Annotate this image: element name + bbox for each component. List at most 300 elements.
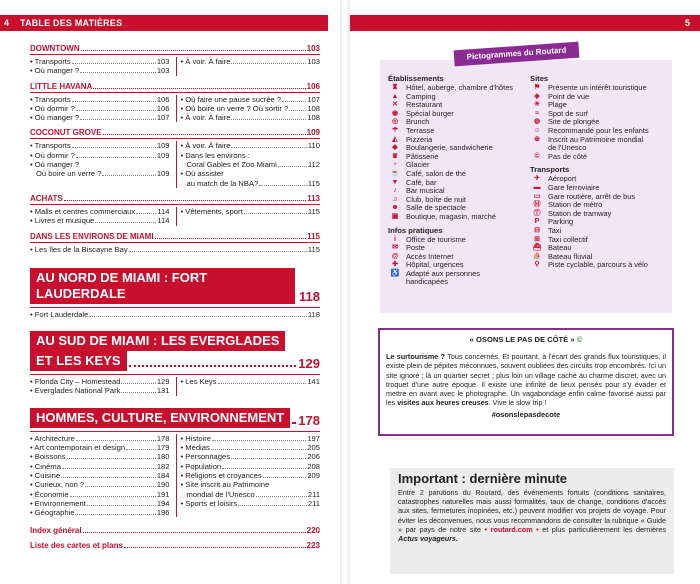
toc-entry[interactable] bbox=[30, 216, 170, 225]
section-rule bbox=[30, 204, 320, 205]
toc-entry[interactable] bbox=[181, 169, 321, 178]
important-body bbox=[398, 488, 666, 543]
important-title: Important : dernière minute bbox=[398, 471, 568, 486]
tram-icon: Ⓣ bbox=[533, 209, 541, 217]
river-boat-icon: ⛵ bbox=[532, 252, 542, 260]
toc-entry-page: 103 bbox=[156, 66, 170, 76]
toc-entry[interactable] bbox=[30, 499, 170, 508]
toc-entry-page: 184 bbox=[156, 470, 170, 480]
toc-entry-page: 194 bbox=[156, 498, 170, 508]
toc-section-heading[interactable] bbox=[30, 81, 320, 92]
section-columns bbox=[30, 57, 320, 76]
section-rule bbox=[30, 54, 320, 55]
toc-entry[interactable] bbox=[181, 462, 321, 471]
dot-leader bbox=[282, 95, 306, 102]
dot-leader bbox=[87, 499, 156, 506]
dot-leader bbox=[218, 377, 307, 384]
pictogram-label: Piste cyclable, parcours à vélo bbox=[548, 260, 648, 270]
dot-leader bbox=[83, 526, 306, 533]
toc-entry[interactable] bbox=[30, 151, 170, 160]
interest-icon: ⚑ bbox=[533, 84, 541, 91]
important-text-1: Entre 2 parutions du Routard, des événements fortuits (conditions sanitaires, catastrophes naturelles mais aussi formalités, taux de change, conditions d'accès aux sites, fermetures inopinées, etc.) peuvent modifier vos projets de voyage. Pour éviter les déconvenues, nous vous recommandons de consulter la rubrique « Guide » par pays de notre site bbox=[398, 488, 666, 534]
pictogram-label: Terrasse bbox=[406, 125, 435, 135]
big-heading-title: ET LES KEYS bbox=[30, 351, 127, 371]
dot-leader bbox=[80, 66, 156, 73]
toc-entry-label: • À voir. À faire bbox=[180, 141, 231, 151]
dot-leader bbox=[102, 169, 155, 176]
entry-page: 223 bbox=[306, 541, 320, 551]
toc-section-heading[interactable] bbox=[30, 127, 320, 138]
toc-entry-page: 191 bbox=[156, 489, 170, 499]
toc-entry[interactable] bbox=[30, 160, 170, 169]
dot-leader bbox=[278, 160, 307, 167]
toc-entry[interactable] bbox=[30, 462, 170, 471]
osons-title bbox=[386, 335, 666, 344]
dot-leader bbox=[259, 179, 307, 186]
toc-entry-page: 180 bbox=[156, 452, 170, 462]
section-page: 103 bbox=[306, 44, 320, 53]
dot-leader bbox=[231, 141, 306, 148]
boat-icon: ⛴ bbox=[532, 244, 542, 252]
dot-leader bbox=[238, 499, 307, 506]
section-columns bbox=[30, 95, 320, 123]
pictogram-group-heading: Sites bbox=[530, 74, 549, 83]
toc-entry[interactable] bbox=[30, 377, 170, 386]
toc-entry[interactable] bbox=[181, 434, 321, 443]
page-number-right: 5 bbox=[684, 18, 690, 28]
toc-entry-label: • À voir. À faire bbox=[180, 57, 231, 66]
section-title: DOWNTOWN bbox=[30, 44, 80, 53]
pictogram-label: Taxi bbox=[548, 225, 562, 235]
pictogram-label: Poste bbox=[406, 243, 425, 253]
toc-entry[interactable] bbox=[181, 160, 321, 169]
toc-entry-page: 208 bbox=[307, 461, 320, 471]
pizza-icon: ◭ bbox=[392, 135, 398, 143]
pictogram-label: Station de métro bbox=[548, 200, 603, 210]
toc-entry[interactable] bbox=[30, 113, 170, 122]
pictogram-spacer bbox=[530, 144, 544, 153]
section-rule bbox=[30, 431, 320, 432]
big-heading-title: AU SUD DE MIAMI : LES EVERGLADES bbox=[30, 331, 285, 351]
maps-entry[interactable] bbox=[30, 540, 320, 551]
toc-entry[interactable] bbox=[181, 151, 321, 160]
terrace-icon: ☂ bbox=[391, 126, 399, 134]
toc-section-heading[interactable] bbox=[30, 231, 320, 242]
toc-entry[interactable] bbox=[30, 386, 170, 395]
section-rule bbox=[30, 374, 320, 375]
metro-icon: Ⓜ bbox=[533, 201, 541, 209]
kids-icon: ☺ bbox=[533, 126, 541, 134]
pictogram-label: Recommandé pour les enfants bbox=[548, 125, 649, 135]
hospital-icon: ✚ bbox=[392, 261, 398, 269]
section-rule bbox=[30, 307, 320, 308]
dot-leader bbox=[64, 194, 306, 201]
toc-section bbox=[30, 43, 320, 76]
big-heading-page: 129 bbox=[298, 356, 320, 372]
pictogram-item bbox=[530, 153, 670, 162]
toc-entry-label: Où boire un verre ? bbox=[36, 169, 102, 179]
osons-hashtag: #osonslepasdecote bbox=[491, 409, 561, 419]
dot-leader bbox=[72, 95, 156, 102]
section-columns bbox=[30, 207, 320, 226]
dot-leader bbox=[231, 57, 306, 64]
shared-taxi-icon: ⊞ bbox=[534, 235, 540, 243]
pictogram-label: Boulangerie, sandwicherie bbox=[406, 143, 493, 153]
toc-entry[interactable] bbox=[181, 499, 321, 508]
dot-leader bbox=[231, 113, 306, 120]
big-heading-title: HOMMES, CULTURE, ENVIRONNEMENT bbox=[30, 408, 290, 428]
toc-entry-page: 103 bbox=[307, 57, 320, 66]
toc-entry-page: 114 bbox=[157, 206, 170, 216]
toc-entry[interactable] bbox=[30, 57, 170, 66]
dot-leader bbox=[222, 462, 306, 469]
toc-entry-page: 178 bbox=[156, 433, 170, 443]
column-left bbox=[30, 377, 170, 396]
toc-entry[interactable] bbox=[181, 452, 321, 461]
big-heading-line[interactable] bbox=[30, 408, 320, 428]
burger-icon: ◉ bbox=[391, 109, 399, 117]
section-page: 115 bbox=[307, 231, 320, 241]
toc-entry-page: 190 bbox=[156, 480, 170, 490]
pictogram-label: Café, bar bbox=[406, 177, 437, 187]
toc-entry-page: 109 bbox=[156, 169, 170, 179]
toc-entry[interactable] bbox=[181, 113, 321, 122]
right-page bbox=[350, 0, 700, 584]
pictograms-box bbox=[380, 60, 672, 313]
pictogram-label: Gare ferroviaire bbox=[548, 182, 600, 192]
left-header-bar bbox=[0, 15, 328, 31]
pictogram-label: Salle de spectacle bbox=[406, 203, 466, 213]
pictogram-label: Hôtel, auberge, chambre d'hôtes bbox=[406, 83, 513, 92]
toc-entry[interactable] bbox=[181, 104, 321, 113]
toc-entry-label: • Où boire un verre ? Où sortir ? bbox=[180, 103, 289, 113]
pictogram-label: Bateau bbox=[548, 243, 572, 253]
diving-icon: ◍ bbox=[533, 118, 541, 126]
theatre-icon: ☻ bbox=[391, 204, 399, 212]
airport-icon: ✈ bbox=[534, 175, 540, 183]
toc-entry-page: 205 bbox=[307, 443, 320, 453]
restaurant-icon: ✕ bbox=[392, 101, 398, 109]
pictogram-label: Inscrit au Patrimoine mondial bbox=[548, 134, 644, 144]
toc-entry-label: • Curieux, non ? bbox=[30, 480, 85, 490]
dot-leader bbox=[244, 207, 307, 214]
toc-entry-page: 209 bbox=[307, 470, 320, 480]
toc-entry-label: • Où manger ? bbox=[30, 66, 80, 76]
toc-entry-page: 115 bbox=[307, 178, 320, 188]
toc-entry[interactable] bbox=[181, 207, 321, 216]
pictograms-column-left bbox=[388, 72, 532, 287]
pictogram-label: Glacier bbox=[406, 160, 430, 170]
column-left bbox=[30, 141, 170, 187]
toc-entry-page: 107 bbox=[156, 113, 170, 123]
toc-entry-page: 141 bbox=[307, 377, 320, 387]
dot-leader bbox=[126, 443, 156, 450]
side-step-icon: © bbox=[534, 152, 540, 160]
pictogram-label: Spot de surf bbox=[548, 108, 588, 118]
toc-entry-label: • Boissons bbox=[30, 452, 66, 462]
toc-entry[interactable] bbox=[30, 104, 170, 113]
pastry-icon: ♛ bbox=[391, 152, 399, 160]
page-title: TABLE DES MATIÈRES bbox=[20, 18, 123, 28]
big-heading-page: 118 bbox=[299, 288, 320, 304]
pictograms-column-right bbox=[530, 72, 670, 270]
train-icon: ▬ bbox=[533, 183, 541, 191]
dot-leader bbox=[76, 434, 156, 441]
toc-entry-label: • Sports et loisirs bbox=[180, 498, 238, 508]
bakery-icon: ◆ bbox=[392, 144, 398, 152]
pictogram-label: Plage bbox=[548, 100, 567, 110]
pictogram-group-heading: Transports bbox=[530, 165, 570, 175]
bike-icon: ⚲ bbox=[534, 261, 540, 269]
dot-leader bbox=[121, 377, 155, 384]
toc-entry[interactable] bbox=[181, 480, 321, 489]
toc-entry[interactable] bbox=[30, 434, 170, 443]
toc-entry-page: 107 bbox=[307, 94, 320, 104]
right-header-bar bbox=[350, 15, 700, 31]
toc-big-section bbox=[30, 408, 320, 518]
toc-entry[interactable] bbox=[181, 95, 321, 104]
toc-entry-page: 106 bbox=[156, 103, 170, 113]
pictogram-label: Pas de côté bbox=[548, 151, 588, 161]
toc-entry-label: mondial de l'Unesco bbox=[186, 489, 255, 499]
pictogram-label: de l'Unesco bbox=[548, 143, 587, 153]
toc-entry-label: • Population bbox=[180, 461, 222, 471]
dot-leader bbox=[61, 471, 156, 478]
cafe-icon: ☕ bbox=[390, 169, 400, 177]
toc-entry-label: • Transports bbox=[30, 94, 71, 104]
toc-section bbox=[30, 231, 320, 254]
bar-icon: ▼ bbox=[391, 178, 399, 186]
pictogram-label: Restaurant bbox=[406, 100, 443, 110]
toc-entry[interactable] bbox=[30, 245, 320, 254]
toc-entry-page: 206 bbox=[307, 452, 320, 462]
beach-icon: ☀ bbox=[533, 101, 541, 109]
toc-entry-page: 179 bbox=[156, 443, 170, 453]
important-text-2: et plus particulièrement les dernières bbox=[538, 524, 666, 534]
toc-entry[interactable] bbox=[181, 443, 321, 452]
music-bar-icon: ♪ bbox=[393, 187, 397, 195]
toc-entry[interactable] bbox=[30, 141, 170, 150]
osons-title-text: « OSONS LE PAS DE CÔTÉ » bbox=[469, 335, 575, 344]
entry-title: Liste des cartes et plans bbox=[30, 541, 123, 551]
osons-text-1: Tous concernés. Et pourtant, à l'écart des grands flux touristiques, il existe plein de pépites méconnues, souvent oubliées des circuits trop encombrés. Ici un site ignoré ; là un quartier secret ; plus loin un village caché au charme discret, avec un troquet d'une autre époque. Il existe une infinité de lieux pensés pour s'y évader et mettre en avant avec le photographe. Un vagabondage enfin calme favorisé aussi par les bbox=[386, 352, 667, 408]
viewpoint-icon: ◈ bbox=[534, 92, 540, 100]
pictogram-label: Station de tramway bbox=[548, 208, 612, 218]
section-title: LITTLE HAVANA bbox=[30, 81, 93, 91]
pictogram-group-heading: Établissements bbox=[388, 74, 444, 83]
toc-section bbox=[30, 127, 320, 187]
toc-entry-label: • Transports bbox=[30, 141, 71, 151]
pictogram-label: Hôpital, urgences bbox=[406, 260, 464, 270]
pictogram-label: Boutique, magasin, marché bbox=[406, 211, 496, 221]
toc-entry[interactable] bbox=[30, 95, 170, 104]
osons-body bbox=[386, 352, 666, 408]
pictogram-label: Taxi collectif bbox=[548, 234, 588, 244]
toc-entry-label: • Florida City – Homestead bbox=[30, 377, 121, 387]
dot-leader bbox=[256, 490, 307, 497]
toc-entry-label: • Où dormir ? bbox=[30, 103, 75, 113]
surf-icon: ≈ bbox=[535, 109, 539, 117]
toc-entry[interactable] bbox=[30, 310, 320, 319]
column-right bbox=[176, 141, 321, 187]
dot-leader bbox=[155, 232, 307, 239]
dot-leader bbox=[212, 434, 306, 441]
section-page: 113 bbox=[307, 193, 320, 203]
unesco-icon: ⊕ bbox=[534, 135, 540, 143]
column-right bbox=[176, 95, 321, 123]
dot-leader bbox=[85, 480, 156, 487]
club-icon: ♫ bbox=[392, 195, 398, 203]
pictogram-item bbox=[388, 213, 532, 222]
pictogram-label: Bar musical bbox=[406, 186, 445, 196]
dot-leader bbox=[289, 104, 306, 111]
dot-leader bbox=[292, 422, 296, 424]
column-left bbox=[30, 434, 170, 518]
toc-entry-page: 196 bbox=[156, 508, 170, 518]
pictogram-label: Présente un intérêt touristique bbox=[548, 83, 647, 92]
toc-entry-page: 110 bbox=[307, 141, 320, 151]
toc-entry-page: 211 bbox=[307, 498, 320, 508]
toc-entry-label: • Everglades National Park bbox=[30, 386, 121, 396]
dot-leader bbox=[81, 44, 306, 51]
big-heading-line[interactable] bbox=[30, 351, 320, 371]
toc-entry-label: • Religions et croyances bbox=[180, 470, 262, 480]
toc-entry-label: • Cinéma bbox=[30, 461, 61, 471]
pictogram-label: Site de plongée bbox=[548, 117, 600, 127]
toc-entry[interactable] bbox=[30, 169, 170, 178]
column-right bbox=[176, 207, 321, 226]
pictogram-label: Aéroport bbox=[548, 174, 577, 184]
toc-entry-label: • Où faire une pause sucrée ? bbox=[180, 94, 282, 104]
pictogram-label: Camping bbox=[406, 91, 436, 101]
toc-entry[interactable] bbox=[181, 471, 321, 480]
section-rule bbox=[30, 242, 320, 243]
important-box bbox=[390, 468, 674, 574]
dot-leader bbox=[211, 443, 307, 450]
section-title: ACHATS bbox=[30, 193, 63, 203]
toc-entry-label: Coral Gables et Zoo Miami bbox=[186, 160, 277, 170]
column-left bbox=[30, 207, 170, 226]
toc-entry-page: 109 bbox=[156, 141, 170, 151]
toc-entry-page: 197 bbox=[307, 433, 320, 443]
dot-leader bbox=[70, 490, 156, 497]
toc-entry-label: • Cuisine bbox=[30, 470, 61, 480]
table-of-contents bbox=[30, 43, 320, 551]
side-step-icon: © bbox=[576, 335, 583, 344]
toc-entry-label: • Où manger ? bbox=[30, 113, 80, 123]
big-heading-line[interactable] bbox=[30, 268, 320, 304]
pictogram-group-heading: Infos pratiques bbox=[388, 225, 443, 235]
dot-leader bbox=[129, 245, 307, 252]
toc-entry-label: • Géographie bbox=[30, 508, 75, 518]
book-gutter bbox=[340, 0, 350, 584]
pictogram-item bbox=[530, 261, 670, 270]
toc-entry[interactable] bbox=[181, 141, 321, 150]
pictogram-label: Brunch bbox=[406, 117, 430, 127]
osons-bold: visites aux heures creuses bbox=[397, 398, 489, 408]
toc-entry-label: • À voir. À faire bbox=[180, 113, 231, 123]
toc-entry[interactable] bbox=[181, 377, 321, 386]
toc-section-heading[interactable] bbox=[30, 43, 320, 54]
internet-icon: @ bbox=[391, 252, 399, 260]
pictogram-label: Pâtisserie bbox=[406, 151, 439, 161]
dot-leader bbox=[263, 471, 307, 478]
toc-entry[interactable] bbox=[30, 490, 170, 499]
pictogram-label: Café, salon de thé bbox=[406, 168, 466, 178]
column-right bbox=[176, 377, 321, 396]
dot-leader bbox=[124, 541, 306, 548]
entry-page: 220 bbox=[306, 526, 320, 536]
toc-entry[interactable] bbox=[181, 490, 321, 499]
big-heading-line[interactable] bbox=[30, 331, 320, 351]
section-page: 106 bbox=[306, 81, 320, 91]
toc-section bbox=[30, 81, 320, 123]
toc-entry[interactable] bbox=[30, 66, 170, 75]
toc-entry-page: 114 bbox=[157, 216, 170, 226]
dot-leader bbox=[129, 365, 297, 367]
toc-entry[interactable] bbox=[30, 471, 170, 480]
toc-entry-page: 182 bbox=[156, 461, 170, 471]
toc-entry-label: • Personnages bbox=[180, 452, 231, 462]
camping-icon: ▲ bbox=[391, 92, 399, 100]
page-number: 4 bbox=[4, 18, 10, 28]
toc-entry-label: • Environnement bbox=[30, 498, 86, 508]
toc-section-heading[interactable] bbox=[30, 193, 320, 204]
important-bold: Actus voyageurs. bbox=[398, 534, 458, 544]
toc-entry[interactable] bbox=[30, 508, 170, 517]
post-icon: ✉ bbox=[392, 244, 398, 252]
toc-entry[interactable] bbox=[30, 480, 170, 489]
dot-leader bbox=[89, 310, 307, 317]
toc-entry[interactable] bbox=[30, 452, 170, 461]
toc-entry-label: au match de la NBA? bbox=[186, 178, 259, 188]
pictogram-spacer bbox=[388, 278, 402, 287]
section-title: COCONUT GROVE bbox=[30, 128, 102, 138]
toc-entry[interactable] bbox=[30, 443, 170, 452]
left-page bbox=[0, 0, 340, 584]
parking-icon: P bbox=[534, 218, 540, 226]
pictogram-label: Adapté aux personnes bbox=[406, 268, 480, 278]
toc-entry-page: 112 bbox=[307, 160, 320, 170]
pictogram-label: handicapées bbox=[406, 277, 448, 287]
pictogram-label: Parking bbox=[548, 217, 574, 227]
toc-entry-page: 115 bbox=[307, 244, 320, 254]
osons-pas-de-cote-box bbox=[378, 328, 674, 436]
dot-leader bbox=[80, 113, 156, 120]
section-columns bbox=[30, 377, 320, 396]
brunch-icon: ◎ bbox=[391, 118, 399, 126]
dot-leader bbox=[121, 386, 155, 393]
pictogram-label: Gare routière, arrêt de bus bbox=[548, 191, 636, 201]
toc-entry[interactable] bbox=[181, 57, 321, 66]
osons-lead: Le surtourisme ? bbox=[386, 352, 446, 361]
toc-entry-label: • Médias bbox=[180, 443, 210, 453]
routard-link[interactable]: • routard.com • bbox=[484, 524, 539, 534]
toc-entry[interactable] bbox=[30, 207, 170, 216]
index-entry[interactable] bbox=[30, 525, 320, 536]
toc-entry-page: 103 bbox=[156, 57, 170, 66]
entry-title: Index général bbox=[30, 526, 82, 536]
dot-leader bbox=[62, 462, 156, 469]
toc-entry-label: • Vêtements, sport bbox=[180, 206, 243, 216]
toc-entry-page: 211 bbox=[307, 489, 320, 499]
section-title: DANS LES ENVIRONS DE MIAMI bbox=[30, 231, 154, 241]
toc-entry[interactable] bbox=[181, 179, 321, 188]
disabled-icon: ♿ bbox=[390, 269, 400, 277]
pictograms-title: Pictogrammes du Routard bbox=[454, 42, 580, 67]
toc-entry-label: • Où assister bbox=[180, 169, 224, 179]
toc-entry-label: • Les Keys bbox=[180, 377, 217, 387]
